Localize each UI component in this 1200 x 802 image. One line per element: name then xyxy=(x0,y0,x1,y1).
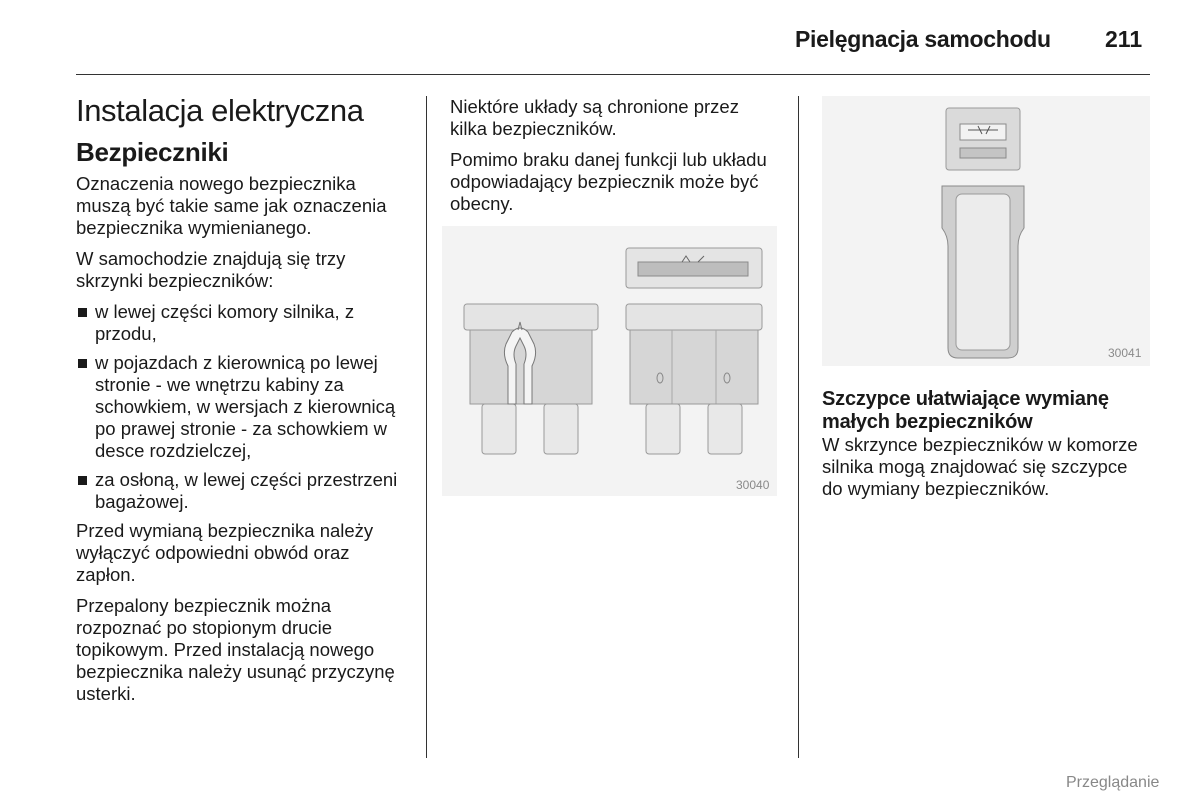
column-divider xyxy=(798,96,799,758)
page-header-title: Pielęgnacja samochodu xyxy=(795,26,1051,52)
paragraph-fuse-boxes: W samochodzie znajdują się trzy skrzynki bezpieczników: xyxy=(76,248,346,291)
figure-code: 30040 xyxy=(736,478,770,492)
column-right xyxy=(822,388,1152,509)
header-divider xyxy=(76,74,1150,75)
subsection-heading: Bezpieczniki xyxy=(76,137,229,167)
blade-fuse-icon xyxy=(442,226,777,496)
section-heading: Instalacja elektryczna xyxy=(76,93,364,128)
fuse-illustration xyxy=(442,226,777,496)
column-middle xyxy=(450,96,770,224)
column-left xyxy=(76,93,411,714)
page-number: 211 xyxy=(1105,26,1143,52)
fuse-puller-icon xyxy=(822,96,1150,366)
figure-code: 30041 xyxy=(1108,346,1142,360)
paragraph-blown-fuse: Przepalony bezpiecznik można rozpoznać po stopionym drucie topikowym. Przed instalacją nowego bezpiecznika należy usunąć przyczynę usterki. xyxy=(76,595,395,704)
browse-link[interactable]: Przeglądanie xyxy=(1066,774,1160,791)
list-item: w lewej części komory silnika, z przodu, xyxy=(76,301,411,345)
paragraph-before-replacing: Przed wymianą bezpiecznika należy wyłączyć odpowiedni obwód oraz zapłon. xyxy=(76,520,374,585)
paragraph-fuse-present: Pomimo braku danej funkcji lub układu odpowiadający bezpiecznik może być obecny. xyxy=(450,149,767,214)
paragraph-multiple-fuses: Niektóre układy są chronione przez kilka bezpieczników. xyxy=(450,96,739,139)
paragraph-fuse-puller: W skrzynce bezpieczników w komorze silnika mogą znajdować się szczypce do wymiany bezpieczników. xyxy=(822,434,1138,499)
fuse-box-list xyxy=(76,301,411,513)
paragraph-fuse-labeling: Oznaczenia nowego bezpiecznika muszą być takie same jak oznaczenia bezpiecznika wymienianego. xyxy=(76,173,387,238)
list-item: za osłoną, w lewej części przestrzeni bagażowej. xyxy=(76,469,411,513)
fuse-puller-heading: Szczypce ułatwiające wymianę małych bezpieczników xyxy=(822,388,1109,433)
fuse-puller-illustration xyxy=(822,96,1150,366)
column-divider xyxy=(426,96,427,758)
list-item: w pojazdach z kierownicą po lewej stronie - we wnętrzu kabiny za schowkiem, w wersjach z kierownicą po prawej stronie - za schowkiem w desce rozdzielczej, xyxy=(76,352,411,462)
